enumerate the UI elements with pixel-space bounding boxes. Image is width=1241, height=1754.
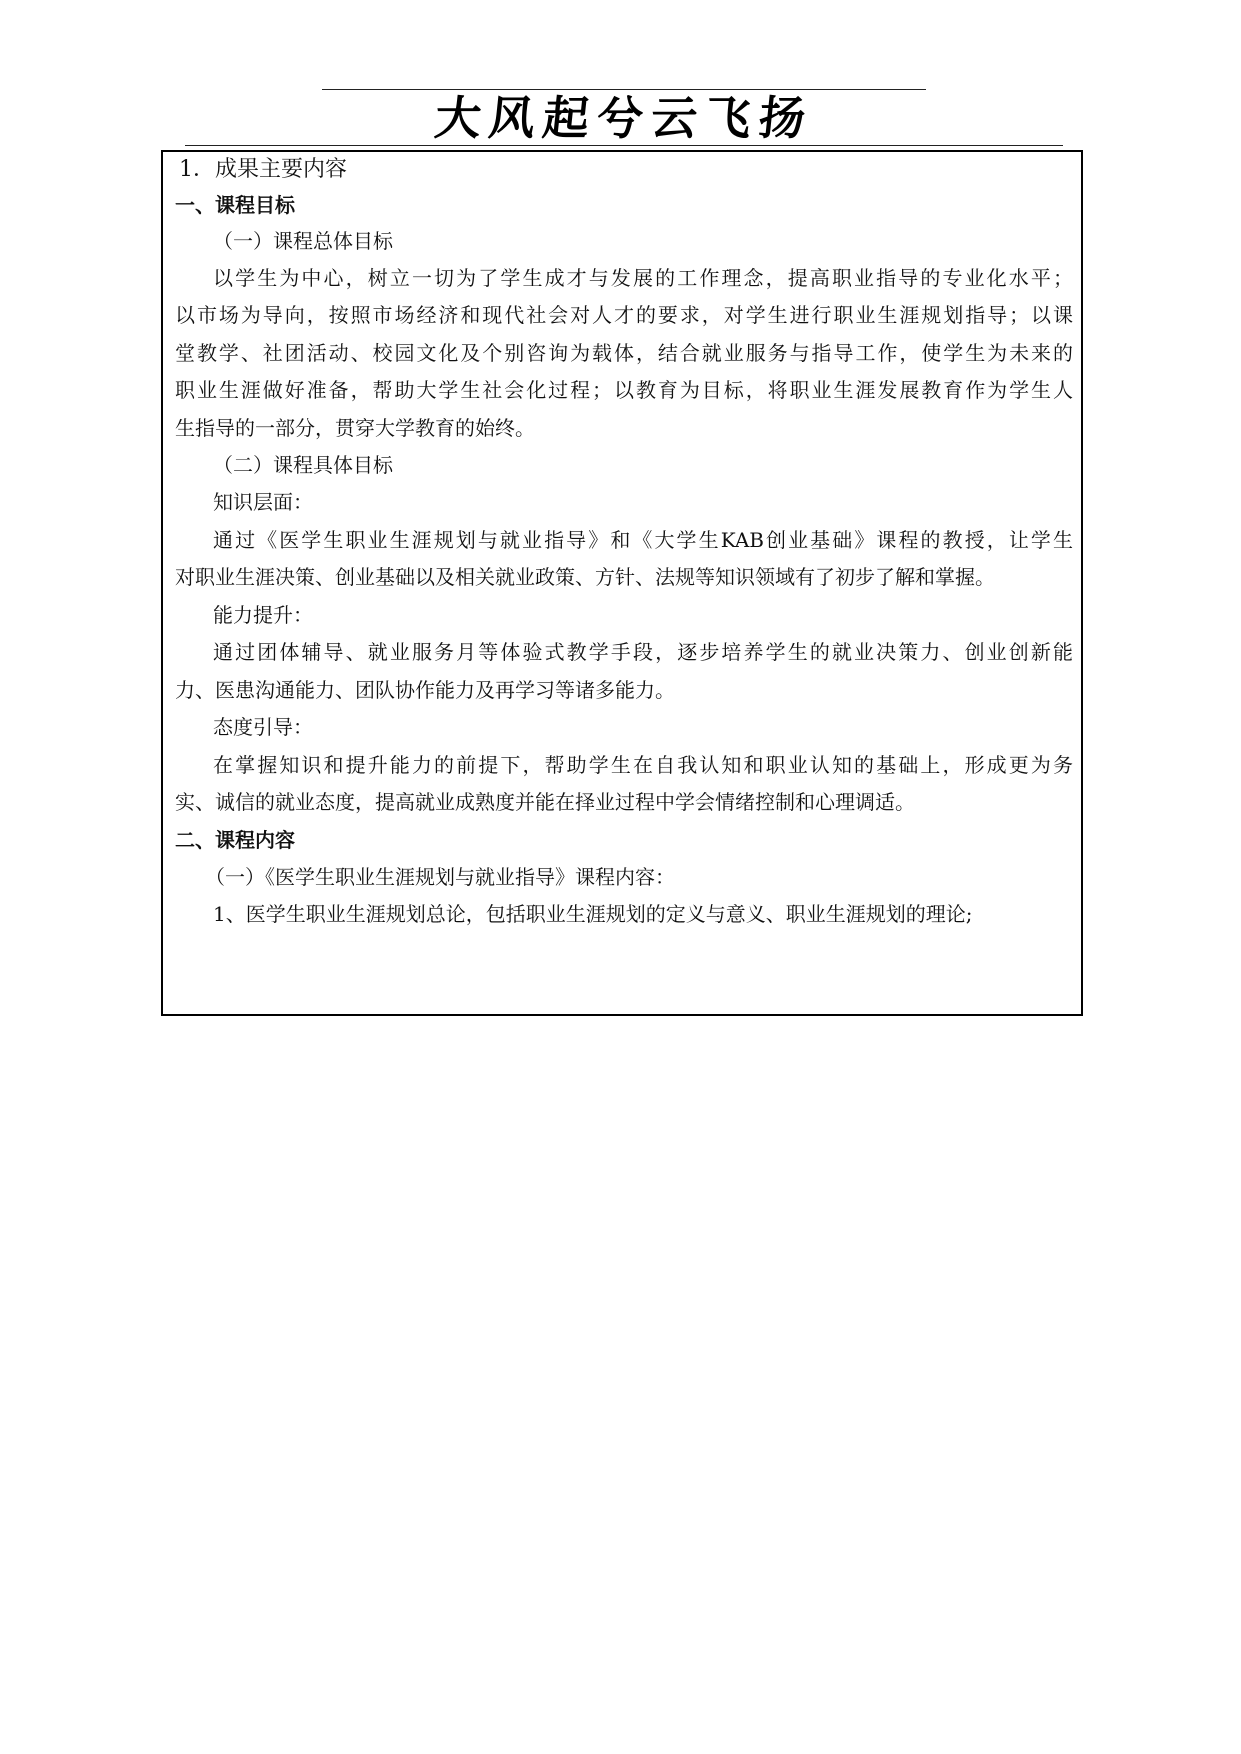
header-calligraphy-title: 大风起兮云飞扬 [432, 91, 816, 145]
paragraph-line: 职业生涯做好准备，帮助大学生社会化过程；以教育为目标，将职业生涯发展教育作为学生人 [175, 378, 1073, 402]
subheading-overall-goal: （一）课程总体目标 [213, 229, 393, 253]
paragraph-line: 通过团体辅导、就业服务月等体验式教学手段，逐步培养学生的就业决策力、创业创新能 [213, 640, 1073, 664]
header-top-rule [322, 89, 926, 90]
paragraph-line: 通过《医学生职业生涯规划与就业指导》和《大学生KAB创业基础》课程的教授，让学生 [213, 528, 1073, 552]
heading-course-content: 二、课程内容 [175, 828, 295, 852]
paragraph-line: 以学生为中心，树立一切为了学生成才与发展的工作理念，提高职业指导的专业化水平； [213, 266, 1073, 290]
list-item: 1、医学生职业生涯规划总论，包括职业生涯规划的定义与意义、职业生涯规划的理论; [213, 902, 973, 926]
section-number-title: 1．成果主要内容 [179, 157, 347, 182]
paragraph-line: 在掌握知识和提升能力的前提下，帮助学生在自我认知和职业认知的基础上，形成更为务 [213, 753, 1073, 777]
paragraph-line: 生指导的一部分，贯穿大学教育的始终。 [175, 416, 535, 440]
label-attitude: 态度引导： [213, 715, 313, 739]
subheading-specific-goals: （二）课程具体目标 [213, 453, 393, 477]
paragraph-line: 力、医患沟通能力、团队协作能力及再学习等诸多能力。 [175, 678, 675, 702]
paragraph-line: 实、诚信的就业态度，提高就业成熟度并能在择业过程中学会情绪控制和心理调适。 [175, 790, 915, 814]
content-table-cell [161, 150, 1083, 1016]
paragraph-line: 对职业生涯决策、创业基础以及相关就业政策、方针、法规等知识领域有了初步了解和掌握。 [175, 565, 995, 589]
subheading-course-content-1: （一）《医学生职业生涯规划与就业指导》课程内容： [205, 865, 675, 889]
paragraph-line: 堂教学、社团活动、校园文化及个别咨询为载体，结合就业服务与指导工作，使学生为未来的 [175, 341, 1073, 365]
heading-course-objectives: 一、课程目标 [175, 193, 295, 217]
paragraph-line: 以市场为导向，按照市场经济和现代社会对人才的要求，对学生进行职业生涯规划指导；以课 [175, 303, 1073, 327]
label-knowledge: 知识层面： [213, 490, 313, 514]
label-ability: 能力提升： [213, 603, 313, 627]
header-bottom-rule [185, 145, 1063, 146]
